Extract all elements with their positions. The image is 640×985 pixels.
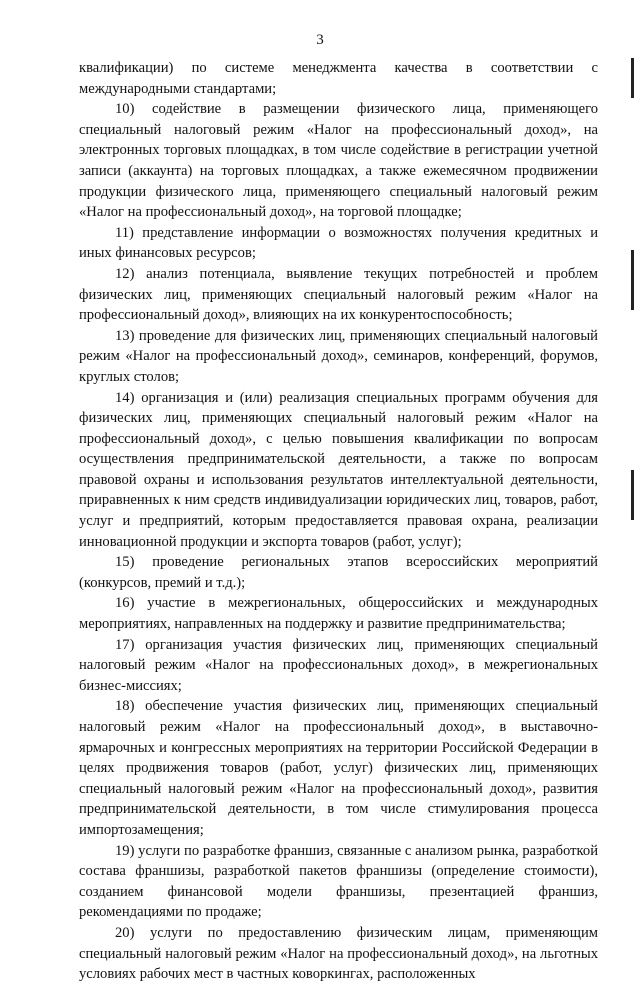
paragraph-item-19: 19) услуги по разработке франшиз, связанные с анализом рынка, разработкой состава франшизы, разработкой пакетов франшизы (определение стоимости), созданием финансовой модели франшизы, презентацией франшиз, рекомендациями по продаже; — [79, 842, 598, 921]
scan-edge-mark — [631, 58, 634, 98]
paragraph-item-11: 11) представление информации о возможностях получения кредитных и иных финансовых ресурсов; — [79, 224, 598, 262]
scan-edge-mark — [631, 470, 634, 520]
paragraph-continuation: квалификации) по системе менеджмента качества в соответствии с международными стандартами; — [79, 60, 598, 97]
page-number: 3 — [316, 32, 324, 48]
paragraph-item-15: 15) проведение региональных этапов всероссийских мероприятий (конкурсов, премий и т.д.); — [79, 554, 598, 591]
paragraph-item-12: 12) анализ потенциала, выявление текущих потребностей и проблем физических лиц, применяющих специальный налоговый режим «Налог на профессиональный доход», влияющих на их конкурентоспособность; — [79, 265, 598, 324]
paragraph-item-20: 20) услуги по предоставлению физическим лицам, применяющим специальный налоговый режим «Налог на профессиональный доход», на льготных условиях рабочих мест в частных коворкингах, расположенных — [79, 924, 598, 983]
scan-edge-mark — [631, 250, 634, 310]
paragraph-item-14: 14) организация и (или) реализация специальных программ обучения для физических лиц, применяющих специальный налоговый режим «Налог на профессиональный доход», с целью повышения квалификации по вопросам осуществления предпринимательской деятельности, а также по вопросам правовой охраны и использования результатов интеллектуальной деятельности, приравненных к ним средств индивидуализации юридических лиц, товаров, работ, услуг и предприятий, которым предоставляется правовая охрана, реализации инновационной продукции и экспорта товаров (работ, услуг); — [79, 389, 598, 550]
document-body — [79, 58, 598, 985]
paragraph-item-18: 18) обеспечение участия физических лиц, применяющих специальный налоговый режим «Налог на профессиональный доход», в выставочно-ярмарочных и конгрессных мероприятиях на территории Российской Федерации в целях продвижения товаров (работ, услуг) физических лиц, применяющих специальный налоговый режим «Налог на профессиональный доход», развития предпринимательской деятельности, в том числе стимулирования процесса импортозамещения; — [79, 698, 598, 838]
paragraph-item-10: 10) содействие в размещении физического лица, применяющего специальный налоговый режим «Налог на профессиональный доход», на электронных торговых площадках, в том числе содействие в регистрации учетной записи (аккаунта) на торговых площадках, а также ежемесячном продвижении продукции физического лица, применяющего специальный налоговый режим «Налог на профессиональный доход», на торговой площадке; — [79, 101, 598, 221]
paragraph-item-13: 13) проведение для физических лиц, применяющих специальный налоговый режим «Налог на профессиональный доход», семинаров, конференций, форумов, круглых столов; — [79, 327, 598, 385]
paragraph-item-16: 16) участие в межрегиональных, общероссийских и международных мероприятиях, направленных на поддержку и развитие предпринимательства; — [79, 595, 598, 633]
paragraph-item-17: 17) организация участия физических лиц, применяющих специальный налоговый режим «Налог на профессиональных доход», в межрегиональных бизнес-миссиях; — [79, 636, 598, 694]
